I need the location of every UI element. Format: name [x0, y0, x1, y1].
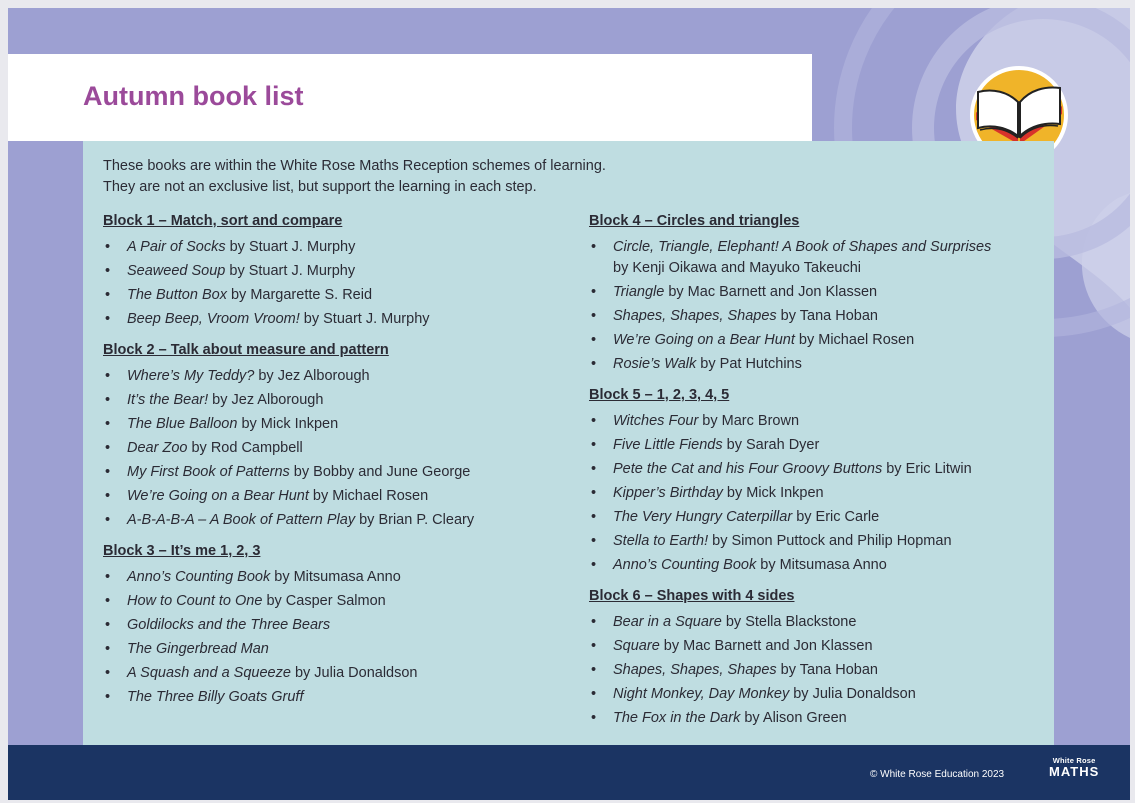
bullet: •	[591, 239, 597, 255]
book-author: by Mac Barnett and Jon Klassen	[664, 284, 878, 300]
bullet: •	[105, 392, 111, 408]
bullet: •	[591, 638, 597, 654]
book-author: by Stuart J. Murphy	[225, 239, 356, 255]
book-title: It’s the Bear!	[127, 392, 209, 408]
block-3	[103, 541, 573, 708]
book-title: Stella to Earth!	[613, 533, 709, 549]
bullet: •	[105, 488, 111, 504]
copyright-text: © White Rose Education 2023	[870, 769, 1005, 780]
book-author: by Michael Rosen	[794, 332, 915, 348]
title-bar	[8, 54, 812, 141]
book-author: by Julia Donaldson	[789, 686, 916, 702]
book-item	[589, 636, 1059, 657]
bullet: •	[591, 308, 597, 324]
book-item	[103, 639, 573, 660]
book-author: by Mick Inkpen	[722, 485, 824, 501]
book-item	[103, 285, 573, 306]
left-column	[103, 211, 573, 718]
book-author: by Tana Hoban	[776, 308, 878, 324]
book-list-panel	[83, 141, 1054, 745]
book-author: by Stella Blackstone	[721, 614, 857, 630]
book-author: by Julia Donaldson	[290, 665, 418, 681]
book-item	[103, 261, 573, 282]
book-author: by Jez Alborough	[208, 392, 324, 408]
book-title: Seaweed Soup	[127, 263, 226, 279]
bullet: •	[105, 311, 111, 327]
book-author: by Bobby and June George	[289, 464, 471, 480]
book-author: by Tana Hoban	[776, 662, 878, 678]
book-title: We’re Going on a Bear Hunt	[127, 488, 309, 504]
bullet: •	[591, 662, 597, 678]
bullet: •	[105, 512, 111, 528]
bullet: •	[105, 263, 111, 279]
bullet: •	[105, 239, 111, 255]
book-item	[103, 414, 573, 435]
block-2	[103, 340, 573, 531]
book-item	[589, 555, 1059, 576]
book-author: by Simon Puttock and Philip Hopman	[708, 533, 952, 549]
book-author: by Marc Brown	[698, 413, 800, 429]
block-5	[589, 385, 1059, 576]
book-item	[589, 237, 1059, 279]
book-title: The Button Box	[127, 287, 227, 303]
right-column	[589, 211, 1059, 739]
block-heading: Block 1 – Match, sort and compare	[103, 213, 343, 229]
book-title: Witches Four	[613, 413, 699, 429]
block-heading: Block 3 – It’s me 1, 2, 3	[103, 543, 261, 559]
book-title: Goldilocks and the Three Bears	[127, 617, 331, 633]
book-author: by Eric Carle	[792, 509, 880, 525]
intro-line-2: They are not an exclusive list, but support the learning in each step.	[103, 179, 537, 195]
book-item	[589, 330, 1059, 351]
book-title: Shapes, Shapes, Shapes	[613, 308, 777, 324]
book-author: by Mitsumasa Anno	[270, 569, 401, 585]
book-item	[103, 366, 573, 387]
book-author: by Casper Salmon	[262, 593, 386, 609]
book-author: by Mitsumasa Anno	[756, 557, 887, 573]
book-author: by Kenji Oikawa and Mayuko Takeuchi	[613, 260, 861, 276]
book-author: by Stuart J. Murphy	[225, 263, 356, 279]
footer	[8, 745, 1130, 800]
book-title: My First Book of Patterns	[127, 464, 290, 480]
intro-line-1: These books are within the White Rose Maths Reception schemes of learning.	[103, 158, 606, 174]
book-title: Square	[613, 638, 660, 654]
logo-top-text: White Rose	[1052, 756, 1096, 765]
book-item	[103, 591, 573, 612]
bullet: •	[105, 689, 111, 705]
book-item	[103, 486, 573, 507]
bullet: •	[591, 485, 597, 501]
book-item	[589, 660, 1059, 681]
book-item	[103, 687, 573, 708]
book-item	[589, 708, 1059, 729]
book-title: Night Monkey, Day Monkey	[613, 686, 790, 702]
bullet: •	[591, 614, 597, 630]
book-title: A Pair of Socks	[127, 239, 226, 255]
bullet: •	[591, 356, 597, 372]
book-item	[589, 354, 1059, 375]
bullet: •	[591, 509, 597, 525]
bullet: •	[105, 593, 111, 609]
block-1	[103, 211, 573, 330]
book-item	[103, 510, 573, 531]
book-item	[589, 684, 1059, 705]
bullet: •	[591, 533, 597, 549]
book-author: by Rod Campbell	[187, 440, 303, 456]
page	[8, 8, 1130, 800]
book-item	[589, 459, 1059, 480]
block-6	[589, 586, 1059, 729]
bullet: •	[591, 437, 597, 453]
book-author: by Stuart J. Murphy	[299, 311, 430, 327]
bullet: •	[105, 617, 111, 633]
book-item	[589, 507, 1059, 528]
book-title: Bear in a Square	[613, 614, 722, 630]
book-item	[589, 411, 1059, 432]
book-item	[103, 390, 573, 411]
book-title: We’re Going on a Bear Hunt	[613, 332, 795, 348]
book-author: by Jez Alborough	[254, 368, 370, 384]
book-title: Beep Beep, Vroom Vroom!	[127, 311, 300, 327]
logo-bottom-text: MATHS	[1049, 764, 1100, 779]
book-author: by Sarah Dyer	[722, 437, 820, 453]
bullet: •	[105, 368, 111, 384]
book-title: The Gingerbread Man	[127, 641, 269, 657]
book-item	[103, 462, 573, 483]
book-author: by Mac Barnett and Jon Klassen	[659, 638, 873, 654]
book-title: Pete the Cat and his Four Groovy Buttons	[613, 461, 883, 477]
bullet: •	[105, 665, 111, 681]
book-author: by Margarette S. Reid	[226, 287, 373, 303]
block-heading: Block 6 – Shapes with 4 sides	[589, 588, 795, 604]
book-item	[589, 612, 1059, 633]
book-title: Five Little Fiends	[613, 437, 723, 453]
bullet: •	[105, 440, 111, 456]
bullet: •	[105, 569, 111, 585]
book-author: by Eric Litwin	[882, 461, 972, 477]
book-title: Anno’s Counting Book	[127, 569, 271, 585]
book-title: Anno’s Counting Book	[613, 557, 757, 573]
bullet: •	[591, 557, 597, 573]
book-title: How to Count to One	[127, 593, 263, 609]
book-item	[589, 483, 1059, 504]
book-item	[103, 438, 573, 459]
book-title: Triangle	[613, 284, 665, 300]
bullet: •	[105, 641, 111, 657]
book-author: by Mick Inkpen	[237, 416, 339, 432]
bullet: •	[591, 461, 597, 477]
page-title: Autumn book list	[83, 81, 304, 111]
book-title: Where’s My Teddy?	[127, 368, 255, 384]
book-title: Shapes, Shapes, Shapes	[613, 662, 777, 678]
book-item	[103, 663, 573, 684]
bullet: •	[591, 710, 597, 726]
bullet: •	[105, 287, 111, 303]
book-title: The Blue Balloon	[127, 416, 238, 432]
bullet: •	[591, 332, 597, 348]
book-title: Circle, Triangle, Elephant! A Book of Shapes and Surprises	[613, 239, 992, 255]
block-heading: Block 2 – Talk about measure and pattern	[103, 342, 389, 358]
book-item	[103, 237, 573, 258]
block-heading: Block 5 – 1, 2, 3, 4, 5	[589, 387, 730, 403]
bullet: •	[591, 686, 597, 702]
white-rose-maths-logo	[1049, 756, 1099, 779]
book-title: Dear Zoo	[127, 440, 188, 456]
block-4	[589, 211, 1059, 375]
book-item	[589, 435, 1059, 456]
bullet: •	[105, 416, 111, 432]
book-item	[103, 309, 573, 330]
book-title: The Three Billy Goats Gruff	[127, 689, 304, 705]
book-author: by Alison Green	[740, 710, 847, 726]
book-title: The Very Hungry Caterpillar	[613, 509, 793, 525]
bullet: •	[591, 413, 597, 429]
book-title: A-B-A-B-A – A Book of Pattern Play	[127, 512, 356, 528]
bullet: •	[591, 284, 597, 300]
book-author: by Brian P. Cleary	[355, 512, 475, 528]
book-author: by Michael Rosen	[308, 488, 429, 504]
book-title: Kipper’s Birthday	[613, 485, 723, 501]
book-author: by Pat Hutchins	[696, 356, 802, 372]
book-item	[103, 615, 573, 636]
intro-text	[103, 156, 606, 198]
book-item	[589, 306, 1059, 327]
book-title: Rosie’s Walk	[613, 356, 697, 372]
book-item	[103, 567, 573, 588]
bullet: •	[105, 464, 111, 480]
book-title: The Fox in the Dark	[613, 710, 741, 726]
book-item	[589, 531, 1059, 552]
block-heading: Block 4 – Circles and triangles	[589, 213, 800, 229]
book-item	[589, 282, 1059, 303]
book-title: A Squash and a Squeeze	[127, 665, 291, 681]
